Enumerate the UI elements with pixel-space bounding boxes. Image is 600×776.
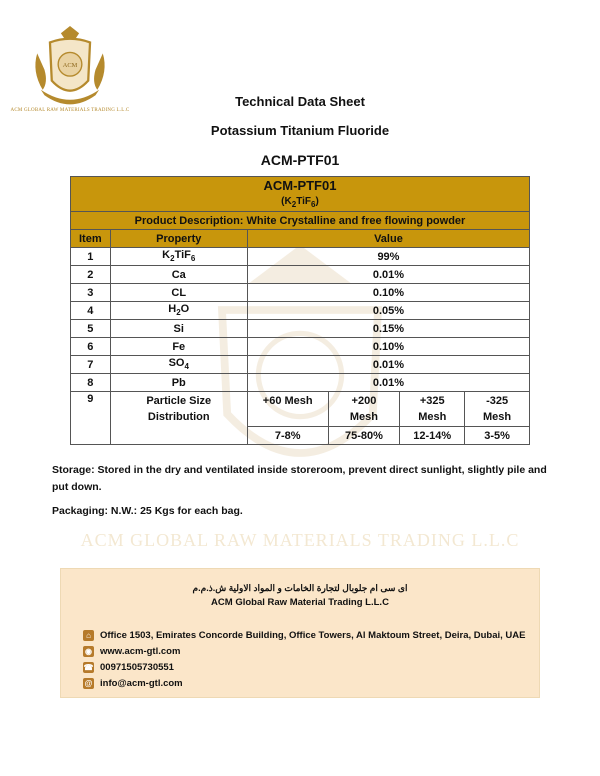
row-item: 4 bbox=[71, 302, 111, 320]
mesh-value: 12-14% bbox=[400, 427, 465, 445]
row-value: 0.10% bbox=[247, 284, 529, 302]
phone-number[interactable]: 00971505730551 bbox=[100, 662, 174, 673]
row-item: 1 bbox=[71, 248, 111, 266]
row-item: 9 bbox=[71, 392, 111, 445]
contact-email[interactable] bbox=[83, 678, 183, 689]
row-item: 7 bbox=[71, 356, 111, 374]
website-link[interactable]: www.acm-gtl.com bbox=[100, 646, 181, 657]
row-item: 8 bbox=[71, 374, 111, 392]
row-property: $H_2O$ bbox=[110, 302, 247, 320]
row-property: Fe bbox=[110, 338, 247, 356]
company-name: ACM Global Raw Material Trading L.L.C bbox=[211, 597, 389, 608]
contact-address bbox=[83, 630, 526, 641]
product-description: Product Description: White Crystalline and free flowing powder bbox=[71, 212, 530, 230]
page-title: Technical Data Sheet bbox=[235, 94, 365, 109]
row-value: 0.01% bbox=[247, 266, 529, 284]
mesh-value: 3-5% bbox=[465, 427, 530, 445]
table-row bbox=[71, 266, 530, 284]
table-row bbox=[71, 374, 530, 392]
mesh-value: 75-80% bbox=[328, 427, 400, 445]
packaging-note: Packaging: N.W.: 25 Kgs for each bag. bbox=[52, 505, 243, 517]
row-item: 6 bbox=[71, 338, 111, 356]
table-formula: $(K_2TiF_6)$ bbox=[71, 194, 530, 212]
contact-website[interactable] bbox=[83, 646, 180, 657]
at-icon: @ bbox=[84, 679, 93, 688]
mesh-value: 7-8% bbox=[247, 427, 328, 445]
table-row bbox=[71, 356, 530, 374]
row-value: 0.05% bbox=[247, 302, 529, 320]
particle-size-label: Particle Size Distribution bbox=[110, 392, 247, 445]
header-item: Item bbox=[71, 230, 111, 248]
row-property: $SO_4$ bbox=[110, 356, 247, 374]
row-property: Si bbox=[110, 320, 247, 338]
row-property: CL bbox=[110, 284, 247, 302]
table-row bbox=[71, 302, 530, 320]
globe-icon: ◉ bbox=[83, 646, 94, 657]
row-property: $K_2TiF_6$ bbox=[110, 248, 247, 266]
row-property: Ca bbox=[110, 266, 247, 284]
watermark-text: ACM GLOBAL RAW MATERIALS TRADING L.L.C bbox=[80, 530, 520, 550]
row-item: 3 bbox=[71, 284, 111, 302]
row-value: 0.01% bbox=[247, 374, 529, 392]
row-item: 2 bbox=[71, 266, 111, 284]
particle-size-row bbox=[71, 392, 530, 427]
header-value: Value bbox=[247, 230, 529, 248]
row-value: 99% bbox=[247, 248, 529, 266]
contact-phone[interactable] bbox=[83, 662, 174, 673]
product-code: ACM-PTF01 bbox=[260, 152, 340, 168]
mesh-header: +60 Mesh bbox=[247, 392, 328, 427]
row-value: 0.15% bbox=[247, 320, 529, 338]
phone-icon: ☎ bbox=[83, 663, 94, 672]
product-name: Potassium Titanium Fluoride bbox=[210, 123, 390, 138]
logo-monogram: ACM bbox=[62, 62, 78, 69]
table-row bbox=[71, 338, 530, 356]
table-row bbox=[71, 248, 530, 266]
table-row bbox=[71, 284, 530, 302]
table-row bbox=[71, 320, 530, 338]
home-icon: ⌂ bbox=[83, 630, 94, 641]
email-link[interactable]: info@acm-gtl.com bbox=[100, 678, 183, 689]
contact-box bbox=[60, 568, 540, 698]
row-property: Pb bbox=[110, 374, 247, 392]
row-item: 5 bbox=[71, 320, 111, 338]
row-value: 0.01% bbox=[247, 356, 529, 374]
spec-table bbox=[70, 176, 530, 445]
address-text: Office 1503, Emirates Concorde Building, Office Towers, Al Maktoum Street, Deira, Dubai, UAE bbox=[100, 630, 526, 641]
mesh-header: -325 Mesh bbox=[465, 392, 530, 427]
storage-note: Storage: Stored in the dry and ventilated inside storeroom, prevent direct sunlight, slightly pile and put down. bbox=[52, 464, 547, 493]
header-property: Property bbox=[110, 230, 247, 248]
mesh-header: +200 Mesh bbox=[328, 392, 400, 427]
logo-tagline: ACM GLOBAL RAW MATERIALS TRADING L.L.C bbox=[10, 108, 130, 113]
table-title: ACM-PTF01 bbox=[71, 177, 530, 195]
company-name-arabic: اى سى ام جلوبال لتجارة الخامات و المواد الاولية ش.ذ.م.م bbox=[192, 583, 408, 593]
mesh-header: +325 Mesh bbox=[400, 392, 465, 427]
row-value: 0.10% bbox=[247, 338, 529, 356]
